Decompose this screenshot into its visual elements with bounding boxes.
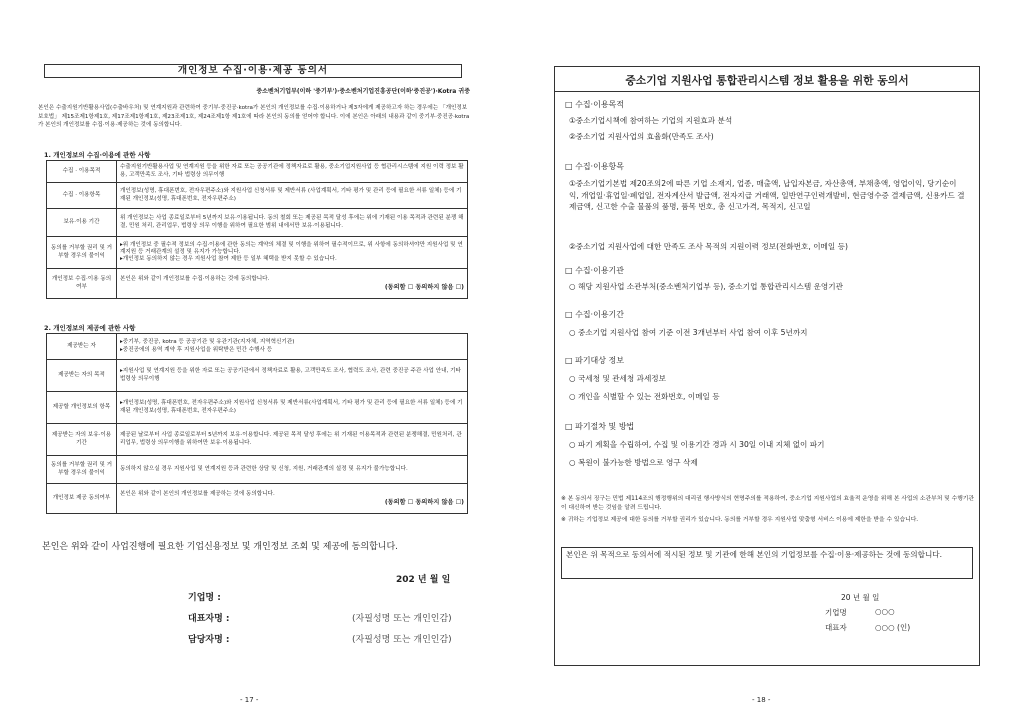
row-header: 보유·이용 기간	[47, 209, 117, 237]
date-line: 202 년 월 일	[396, 575, 451, 585]
representative-label: 대표자명 :	[188, 614, 230, 624]
manager-signature-note: (자필성명 또는 개인인감)	[352, 635, 452, 645]
row-content: 본인은 위와 같이 개인정보를 수집·이용하는 것에 동의합니다.	[120, 276, 270, 283]
agreement-statement: 본인은 위와 같이 사업진행에 필요한 기업신용정보 및 개인정보 조회 및 제공에 동의합니다.	[42, 542, 399, 552]
consent-form-frame	[554, 66, 980, 666]
section-item: ②중소기업 지원사업에 대한 만족도 조사 목적의 지원이력 정보(전화번호, 이메일 등)	[569, 242, 848, 251]
row-content: ▸위 개인정보 중 필수적 정보의 수집·이용에 관한 동의는 계약의 체결 및 이행을 위하여 필수적이므로, 위 사항에 동의하셔야만 지원사업 및 연계지원 등 거래관계의 설정 및 유지가 가능합니다. ▸개인정보 동의하지 않는 경우 지원사업 참여 제한 등 일부 혜택을 받지 못할 수 있습니다.	[117, 237, 468, 269]
section-item: ○ 중소기업 지원사업 참여 기준 이전 3개년부터 사업 참여 이후 5년까지	[569, 328, 808, 337]
page-18	[512, 0, 1024, 724]
page-number: - 17 -	[240, 696, 259, 704]
row-header: 수집 · 이용목적	[47, 161, 117, 183]
section-item: ○ 해당 지원사업 소관부처(중소벤처기업부 등), 중소기업 통합관리시스템 운영기관	[569, 282, 843, 291]
note-refusal: ※ 귀하는 기업정보 제공에 대한 동의를 거부할 권리가 있습니다. 동의를 거부할 경우 지원사업 맞춤형 서비스 이용에 제한을 받을 수 있습니다.	[561, 517, 919, 523]
section-item: ①중소기업기본법 제20조의2에 따른 기업 소재지, 업종, 매출액, 납입자본금, 자산총액, 부채총액, 영업이익, 당기순이익, 개업일·휴업일·폐업일, 전자계산서 발급액, 전자지급 거래액, 일반연구인력개발비, 현금영수증 결제금액, 신용카드 결제금액, 신고한 수출 물품의 품명, 품목 번호, 총 신고가격, 목적지, 신고일	[569, 179, 965, 211]
row-content: 동의하지 않으실 경우 지원사업 및 연계지원 등과 관련한 상담 및 신청, 지원, 거래관계의 설정 및 유지가 불가능합니다.	[117, 456, 468, 484]
utilization-consent-title: 중소기업 지원사업 통합관리시스템 정보 활용을 위한 동의서	[625, 74, 909, 87]
representative-value: ○○○ (인)	[875, 623, 911, 632]
representative-signature-note: (자필성명 또는 개인인감)	[352, 614, 452, 624]
row-header: 동의를 거부할 권리 및 거부할 경우의 불이익	[47, 456, 117, 484]
row-content: 개인정보(성명, 휴대폰번호, 전자우편주소)와 지원사업 신청서류 및 제반서류 (사업계획서, 기타 평가 및 관리 등에 필요한 서류 일체) 등에 기재된 개인정보(성명, 휴대폰번호, 전자우편주소)	[117, 183, 468, 209]
row-content: ▸개인정보(성명, 휴대폰번호, 전자우편주소)와 지원사업 신청서류 및 제반서류(사업계획서, 기타 평가 및 관리 등에 필요한 서류 일체) 등에 기재된 개인정보(성명, 휴대폰번호, 전자우편주소)	[117, 392, 468, 424]
section-heading: □ 수집·이용기관	[565, 266, 625, 275]
section-2-heading: 2. 개인정보의 제공에 관한 사항	[44, 324, 136, 332]
page-number: - 18 -	[752, 696, 771, 704]
row-header: 동의를 거부할 권리 및 거부할 경우의 불이익	[47, 237, 117, 269]
section-item: ②중소기업 지원사업의 효율화(만족도 조사)	[569, 132, 714, 141]
provision-table	[46, 333, 468, 514]
representative-label: 대표자	[825, 623, 847, 632]
section-heading: □ 수집·이용항목	[565, 162, 625, 171]
row-content: 수출지원기반활용사업 및 연계지원 등을 위한 자료 또는 공공기관에 정책자료로 활용, 중소기업지원사업 등 협관리시스템에 지원 이력 정보 활용, 고객만족도 조사, 기타 법령상 의무이행	[117, 161, 468, 183]
row-header: 제공받는 자	[47, 334, 117, 360]
row-content: 제공된 날로부터 사업 종료일로부터 5년까지 보유·이용합니다. 제공된 목적 달성 후에는 위 기재된 이용목적과 관련된 분쟁해결, 민원처리, 관리업무, 법령상 의무이행을 위하여만 보유·이용됩니다.	[117, 424, 468, 456]
section-item: ①중소기업시책에 참여하는 기업의 지원효과 분석	[569, 116, 733, 125]
section-1-heading: 1. 개인정보의 수집·이용에 관한 사항	[44, 151, 151, 159]
consent-form-title: 개인정보 수집·이용·제공 동의서	[44, 64, 462, 78]
consent-statement-box: 본인은 위 목적으로 동의서에 적시된 정보 및 기관에 한해 본인의 기업정보를 수집·이용·제공하는 것에 동의합니다.	[561, 547, 973, 579]
section-item: ○ 국세청 및 관세청 과세정보	[569, 374, 666, 383]
company-label: 기업명	[825, 608, 847, 617]
row-header: 제공받는 자의 보유·이용 기간	[47, 424, 117, 456]
row-content: 본인은 위와 같이 본인의 개인정보를 제공하는 것에 동의합니다.	[120, 491, 275, 498]
section-item: ○ 파기 계획을 수립하여, 수집 및 이용기간 경과 시 30일 이내 지체 없이 파기	[569, 440, 825, 449]
section-item: ○ 개인을 식별할 수 있는 전화번호, 이메일 등	[569, 392, 720, 401]
row-header: 제공할 개인정보의 항목	[47, 392, 117, 424]
note-delegation: ※ 본 동의서 징구는 민법 제114조의 행정행위의 대리권 행사방식의 현명주의를 적용하여, 중소기업 지원사업의 효율적 운영을 위해 본 사업의 소관부처 및 수행기관이 대신하여 받는 것임을 알려 드립니다.	[561, 496, 975, 511]
company-name-label: 기업명 :	[188, 593, 221, 603]
row-header: 개인정보 제공 동의여부	[47, 484, 117, 514]
row-header: 제공받는 자의 목적	[47, 360, 117, 392]
collection-table	[46, 160, 468, 299]
section-heading: □ 수집·이용목적	[565, 100, 625, 109]
recipient-line: 중소벤처기업부(이하 '중기부')·중소벤처기업진흥공단(이하'중진공')·Kotra 귀중	[256, 88, 470, 95]
company-value: ○○○	[875, 607, 895, 616]
section-heading: □ 파기대상 정보	[565, 356, 625, 365]
section-item: ○ 복원이 불가능한 방법으로 영구 삭제	[569, 458, 698, 467]
date-line: 20 년 월 일	[841, 593, 880, 602]
row-header: 수집 · 이용항목	[47, 183, 117, 209]
row-header: 개인정보 수집·이용 동의 여부	[47, 269, 117, 299]
manager-label: 담당자명 :	[188, 635, 230, 645]
row-content: ▸중기부, 중진공, kotra 등 공공기관 및 유관기관(지자체, 지역혁신기관) ▸중진공에의 용역 계약 후 지원사업을 위탁받은 민간 수행사 등	[117, 334, 468, 360]
consent-checkbox-1[interactable]: (동의함 ☐ 동의하지 않음 ☐)	[384, 283, 464, 291]
section-heading: □ 수집·이용기간	[565, 310, 625, 319]
title-divider	[555, 91, 979, 92]
intro-paragraph: 본인은 수출지원기반활용사업(수출바우처) 및 연계지원과 관련하여 중기부·중진공·kotra가 본인의 개인정보를 수집·이용하거나 제3자에게 제공하고자 하는 경우에는 「개인정보보호법」 제15조제1항제1호, 제17조제1항제1호, 제23조제1호, 제24조제1항 제1호에 따라 본인의 동의를 얻어야 합니다. 이에 본인은 아래의 내용과 같이 중기부·중진공·kotra가 본인의 개인정보를 수집·이용·제공하는 것에 동의합니다.	[38, 105, 470, 128]
row-content: ▸지원사업 및 연계지원 등을 위한 자료 또는 공공기관에서 정책자료로 활용, 고객만족도 조사, 협력도 조사, 관련 중진공 주관 사업 안내, 기타 법령상 의무이행	[117, 360, 468, 392]
section-heading: □ 파기절차 및 방법	[565, 422, 635, 431]
row-content: 위 개인정보는 사업 종료일로부터 5년까지 보유·이용됩니다. 동의 철회 또는 제공된 목적 달성 후에는 위에 기재된 이용 목적과 관련된 분쟁 해결, 민원 처리, 관리업무, 법령상 의무 이행을 위하여 필요한 범위 내에서만 보유·이용됩니다.	[117, 209, 468, 237]
consent-checkbox-2[interactable]: (동의함 ☐ 동의하지 않음 ☐)	[384, 498, 464, 506]
